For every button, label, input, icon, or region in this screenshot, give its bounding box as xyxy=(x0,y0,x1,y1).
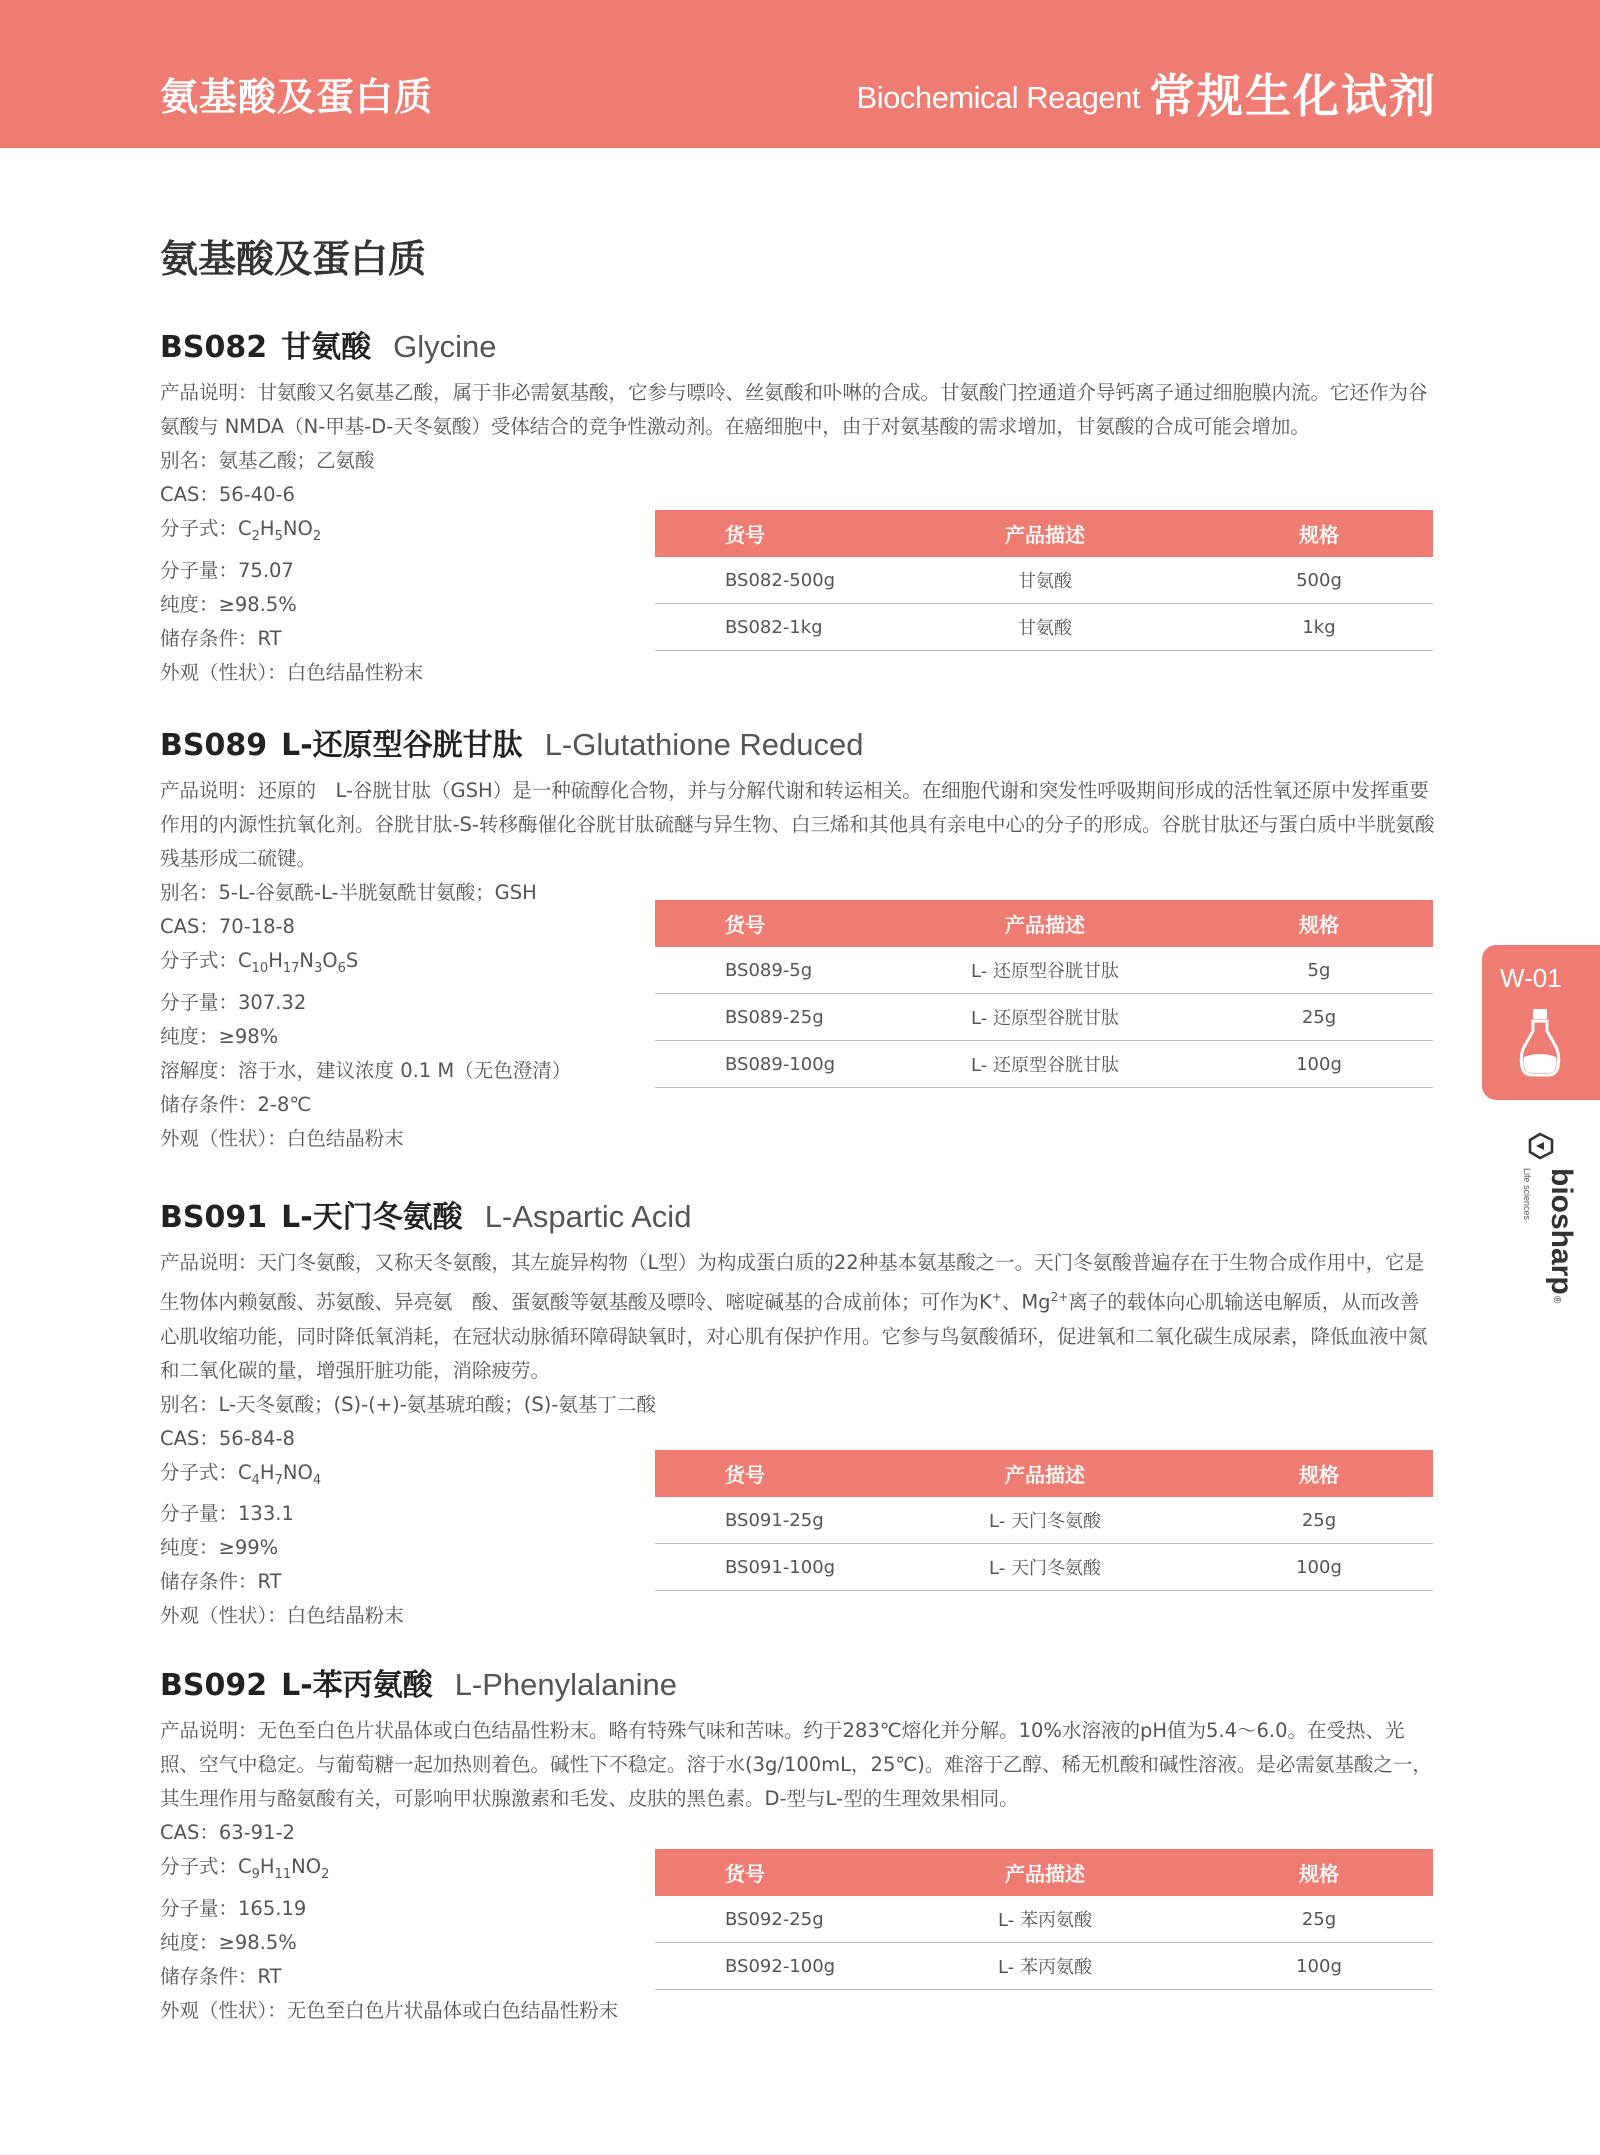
header-category-title: 氨基酸及蛋白质 xyxy=(160,75,434,119)
cell-desc: L- 还原型谷胱甘肽 xyxy=(971,1055,1119,1076)
cell-desc: L- 天门冬氨酸 xyxy=(989,1558,1101,1579)
header-english-title: Biochemical Reagent xyxy=(856,80,1140,115)
cell-spec: 25g xyxy=(1301,1006,1337,1028)
formula-value xyxy=(238,1460,322,1488)
cell-desc: 甘氨酸 xyxy=(1018,571,1072,592)
product-name-en: Glycine xyxy=(393,329,497,364)
product-code: BS089 xyxy=(160,728,268,763)
product-name-cn: L-还原型谷胱甘肽 xyxy=(281,728,523,763)
product-storage: 储存条件：2-8℃ xyxy=(160,1092,312,1116)
brand-sub: Life sciences xyxy=(1522,1168,1532,1221)
table-header xyxy=(655,1849,1433,1896)
product-description: 产品说明：无色至白色片状晶体或白色结晶性粉末。略有特殊气味和苦味。约于283℃熔化并分解。10%水溶液的pH值为5.4～6.0。在受热、光照、空气中稳定。与葡萄糖一起加热则着色。碱性下不稳定。溶于水(3g/100mL，25℃)。难溶于乙醇、稀无机酸和碱性溶液。是必需氨基酸之一，其生理作用与酪氨酸有关，可影响甲状腺激素和毛发、皮肤的黑色素。D-型与L-型的生理效果相同。 xyxy=(160,1719,1432,1810)
header-desc: 产品描述 xyxy=(1005,1862,1085,1886)
cell-code: BS092-25g xyxy=(725,1908,824,1930)
formula-subscript: 2 xyxy=(321,1866,330,1882)
section-title: 氨基酸及蛋白质 xyxy=(160,237,427,281)
formula-subscript: 3 xyxy=(314,960,323,976)
formula-symbol: C xyxy=(238,949,252,972)
cell-spec: 500g xyxy=(1296,569,1342,591)
desc-sup: + xyxy=(991,1290,1002,1304)
formula-symbol: NO xyxy=(282,517,313,540)
formula-label: 分子式： xyxy=(160,1855,239,1878)
product-appearance: 外观（性状）：白色结晶性粉末 xyxy=(160,660,424,684)
header-desc: 产品描述 xyxy=(1005,523,1085,547)
cell-spec: 1kg xyxy=(1302,616,1336,638)
formula-symbol: N xyxy=(299,949,314,972)
product-table-bs092 xyxy=(655,1849,1433,1990)
formula-subscript: 4 xyxy=(251,1472,260,1488)
formula-subscript: 17 xyxy=(282,960,300,976)
formula-symbol: H xyxy=(259,1460,275,1484)
cell-desc: L- 还原型谷胱甘肽 xyxy=(971,1008,1119,1029)
formula-symbol: NO xyxy=(282,1460,313,1484)
cell-code: BS082-500g xyxy=(725,569,836,591)
brand-reg: ® xyxy=(1551,1296,1562,1304)
cell-spec: 100g xyxy=(1296,1556,1342,1578)
product-description xyxy=(160,1246,1435,1388)
product-purity: 纯度：≥99% xyxy=(160,1536,279,1560)
product-table-bs091 xyxy=(655,1450,1433,1591)
page-header xyxy=(0,0,1600,148)
product-mw: 分子量：133.1 xyxy=(160,1502,294,1526)
product-mw: 分子量：165.19 xyxy=(160,1896,307,1920)
desc-part: 、Mg xyxy=(1001,1290,1051,1314)
product-title xyxy=(160,1660,1435,1706)
header-code: 货号 xyxy=(725,1463,765,1487)
header-desc: 产品描述 xyxy=(1005,1463,1085,1487)
product-solubility: 溶解度：溶于水，建议浓度 0.1 M（无色澄清） xyxy=(160,1058,572,1082)
formula-value xyxy=(238,1855,330,1882)
product-title xyxy=(160,322,1435,368)
table-row xyxy=(655,994,1433,1041)
table-row xyxy=(655,947,1433,994)
formula-label: 分子式： xyxy=(160,517,239,540)
formula-symbol: O xyxy=(322,949,338,972)
side-tab[interactable] xyxy=(1482,945,1600,1100)
brand-logo xyxy=(1510,1130,1578,1304)
formula-subscript: 6 xyxy=(337,960,346,976)
cell-desc: L- 还原型谷胱甘肽 xyxy=(971,961,1119,982)
cell-spec: 25g xyxy=(1301,1509,1337,1531)
formula-subscript: 2 xyxy=(251,528,260,544)
product-table-bs089 xyxy=(655,900,1433,1088)
header-desc: 产品描述 xyxy=(1005,913,1085,937)
formula-subscript: 9 xyxy=(251,1866,260,1882)
product-title xyxy=(160,1192,1435,1238)
cell-code: BS091-100g xyxy=(725,1556,836,1578)
cell-desc: 甘氨酸 xyxy=(1018,618,1072,639)
table-row xyxy=(655,1896,1433,1943)
formula-symbol: C xyxy=(238,1460,252,1484)
header-code: 货号 xyxy=(725,523,765,547)
formula-subscript: 11 xyxy=(274,1866,292,1882)
formula-symbol: H xyxy=(268,949,283,972)
formula-subscript: 2 xyxy=(312,528,322,544)
cell-desc: L- 天门冬氨酸 xyxy=(989,1511,1101,1532)
product-name-en: L-Glutathione Reduced xyxy=(544,727,864,762)
product-appearance: 外观（性状）：无色至白色片状晶体或白色结晶性粉末 xyxy=(160,1998,619,2022)
desc-part: 产品说明：天门冬氨酸，又称天冬氨酸，其左旋异构物（L型）为构成蛋白质的22种基本氨基酸之一。天门冬氨酸普遍存在于生物合成作用中，它是生物体内赖氨酸、苏氨酸、异亮氨 酸、蛋氨酸等氨基酸及嘌呤、嘧啶碱基的合成前体；可作为K xyxy=(160,1251,1425,1314)
header-spec: 规格 xyxy=(1299,1862,1339,1886)
table-row xyxy=(655,1041,1433,1088)
cell-code: BS091-25g xyxy=(725,1509,824,1531)
header-spec: 规格 xyxy=(1299,523,1339,547)
header-spec: 规格 xyxy=(1299,1463,1339,1487)
cell-spec: 100g xyxy=(1296,1053,1342,1075)
formula-value xyxy=(238,949,359,976)
formula-label: 分子式： xyxy=(160,1460,239,1484)
product-storage: 储存条件：RT xyxy=(160,1964,282,1988)
table-row xyxy=(655,1497,1433,1544)
cell-spec: 25g xyxy=(1301,1908,1337,1930)
header-code: 货号 xyxy=(725,1862,765,1886)
product-cas: CAS：70-18-8 xyxy=(160,915,295,938)
product-purity: 纯度：≥98% xyxy=(160,1024,279,1048)
reagent-bottle-icon xyxy=(1518,1007,1562,1079)
header-spec: 规格 xyxy=(1299,913,1339,937)
product-description: 产品说明：甘氨酸又名氨基乙酸，属于非必需氨基酸，它参与嘌呤、丝氨酸和卟啉的合成。甘氨酸门控通道介导钙离子通过细胞膜内流。它还作为谷氨酸与 NMDA（N-甲基-D-天冬氨酸）受体结合的竞争性激动剂。在癌细胞中，由于对氨基酸的需求增加，甘氨酸的合成可能会增加。 xyxy=(160,381,1428,438)
product-purity: 纯度：≥98.5% xyxy=(160,592,297,616)
product-cas: CAS：56-84-8 xyxy=(160,1426,295,1450)
desc-part: 离子的载体向心肌输送电解质，从而改善心肌收缩功能，同时降低氧消耗，在冠状动脉循环障碍缺氧时，对心肌有保护作用。它参与鸟氨酸循环，促进氧和二氧化碳生成尿素，降低血液中氮和二氧化碳的量，增强肝脏功能，消除疲劳。 xyxy=(160,1290,1428,1382)
formula-subscript: 10 xyxy=(251,960,269,976)
product-table-bs082 xyxy=(655,510,1433,651)
product-code: BS082 xyxy=(160,330,268,365)
product-mw: 分子量：307.32 xyxy=(160,990,307,1014)
product-name-cn: L-苯丙氨酸 xyxy=(281,1668,433,1703)
formula-subscript: 5 xyxy=(274,528,283,544)
formula-value xyxy=(238,517,322,544)
cell-code: BS089-100g xyxy=(725,1053,836,1075)
product-title xyxy=(160,720,1435,766)
side-tab-label: W-01 xyxy=(1500,963,1562,993)
product-alias: 别名：L-天冬氨酸；(S)-(+)-氨基琥珀酸；(S)-氨基丁二酸 xyxy=(160,1392,656,1416)
formula-symbol: H xyxy=(259,1855,275,1878)
brand-name: biosharp xyxy=(1545,1168,1578,1295)
table-row xyxy=(655,1544,1433,1591)
product-cas: CAS：56-40-6 xyxy=(160,483,295,506)
formula-symbol: H xyxy=(259,517,275,540)
formula-subscript: 7 xyxy=(274,1472,283,1488)
product-name-cn: L-天门冬氨酸 xyxy=(281,1200,463,1235)
cell-code: BS089-5g xyxy=(725,959,813,981)
table-header xyxy=(655,1450,1433,1497)
product-storage: 储存条件：RT xyxy=(160,626,282,650)
product-mw: 分子量：75.07 xyxy=(160,558,294,582)
product-name-en: L-Phenylalanine xyxy=(454,1667,678,1702)
formula-label: 分子式： xyxy=(160,949,239,972)
formula-symbol: NO xyxy=(291,1855,322,1878)
header-chinese-title: 常规生化试剂 xyxy=(1149,69,1437,123)
product-appearance: 外观（性状）：白色结晶粉末 xyxy=(160,1126,404,1150)
cell-code: BS092-100g xyxy=(725,1955,836,1977)
cell-code: BS089-25g xyxy=(725,1006,824,1028)
cell-spec: 5g xyxy=(1307,959,1331,981)
formula-subscript: 4 xyxy=(312,1472,322,1488)
formula-symbol: S xyxy=(345,949,359,972)
table-row xyxy=(655,557,1433,604)
formula-symbol: C xyxy=(238,517,252,540)
cell-desc: L- 苯丙氨酸 xyxy=(998,1957,1092,1978)
product-code: BS091 xyxy=(160,1200,268,1235)
cell-code: BS082-1kg xyxy=(725,616,823,638)
header-code: 货号 xyxy=(725,913,765,937)
product-purity: 纯度：≥98.5% xyxy=(160,1930,297,1954)
product-storage: 储存条件：RT xyxy=(160,1570,282,1594)
desc-sup: 2+ xyxy=(1050,1290,1069,1304)
product-name-en: L-Aspartic Acid xyxy=(484,1199,692,1234)
cell-desc: L- 苯丙氨酸 xyxy=(998,1910,1092,1931)
cell-spec: 100g xyxy=(1296,1955,1342,1977)
product-appearance: 外观（性状）：白色结晶粉末 xyxy=(160,1604,404,1628)
biosharp-logo-icon xyxy=(1510,1130,1578,1305)
table-row xyxy=(655,1943,1433,1990)
table-row xyxy=(655,604,1433,651)
table-header xyxy=(655,900,1433,947)
formula-symbol: C xyxy=(238,1855,252,1878)
product-description: 产品说明：还原的 L-谷胱甘肽（GSH）是一种硫醇化合物，并与分解代谢和转运相关。在细胞代谢和突发性呼吸期间形成的活性氧还原中发挥重要作用的内源性抗氧化剂。谷胱甘肽-S-转移酶催化谷胱甘肽硫醚与异生物、白三烯和其他具有亲电中心的分子的形成。谷胱甘肽还与蛋白质中半胱氨酸残基形成二硫键。 xyxy=(160,779,1435,870)
product-cas: CAS：63-91-2 xyxy=(160,1821,295,1844)
table-header xyxy=(655,510,1433,557)
product-name-cn: 甘氨酸 xyxy=(281,330,372,365)
product-code: BS092 xyxy=(160,1668,268,1703)
product-alias: 别名：5-L-谷氨酰-L-半胱氨酰甘氨酸；GSH xyxy=(160,881,537,904)
product-alias: 别名：氨基乙酸；乙氨酸 xyxy=(160,449,375,472)
